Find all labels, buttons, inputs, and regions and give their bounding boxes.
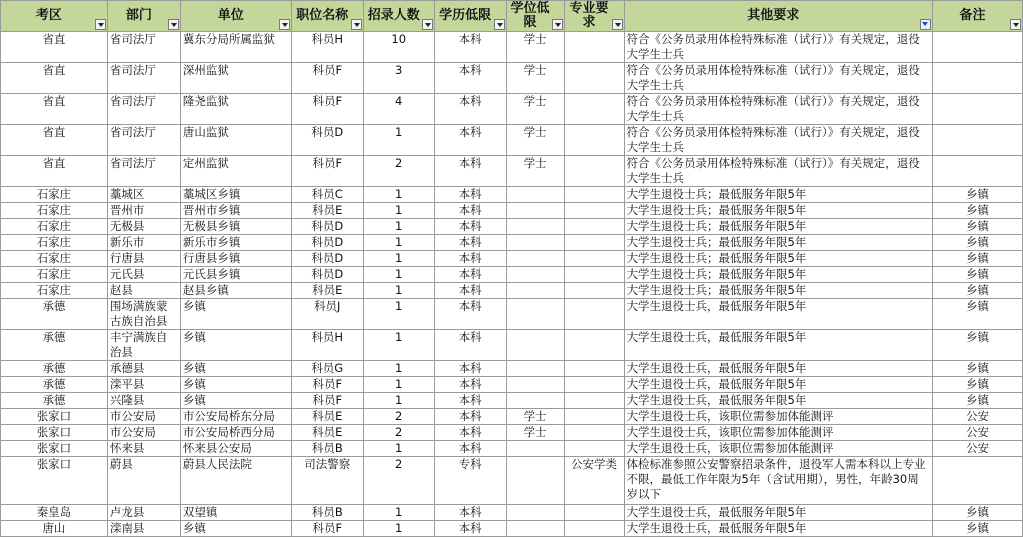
filter-dropdown-icon[interactable] (279, 19, 290, 30)
table-cell[interactable]: 符合《公务员录用体检特殊标准（试行）》有关规定，退役大学生士兵 (624, 63, 933, 94)
table-cell[interactable]: 本科 (434, 94, 506, 125)
table-cell[interactable]: 大学生退役士兵；最低服务年限5年 (624, 203, 933, 219)
header-cell-danwei: 单位 (180, 1, 291, 32)
table-cell[interactable] (506, 330, 564, 361)
table-cell[interactable]: 1 (363, 219, 434, 235)
table-cell[interactable]: 科员C (291, 187, 363, 203)
table-cell[interactable]: 1 (363, 251, 434, 267)
table-row (1, 505, 1023, 521)
table-cell[interactable]: 大学生退役士兵；最低服务年限5年 (624, 283, 933, 299)
table-cell[interactable]: 1 (363, 393, 434, 409)
table-cell[interactable] (564, 521, 624, 537)
table-cell[interactable] (564, 63, 624, 94)
table-cell[interactable]: 大学生退役士兵；最低服务年限5年 (624, 267, 933, 283)
table-cell[interactable]: 科员G (291, 361, 363, 377)
filter-dropdown-icon[interactable] (168, 19, 179, 30)
table-cell[interactable]: 省直 (1, 125, 108, 156)
table-cell[interactable]: 蔚县 (107, 457, 180, 505)
table-cell[interactable]: 公安 (933, 425, 1023, 441)
table-cell[interactable]: 晋州市 (107, 203, 180, 219)
table-cell[interactable] (933, 156, 1023, 187)
filter-dropdown-icon[interactable] (552, 19, 563, 30)
table-cell[interactable]: 赵县 (107, 283, 180, 299)
table-cell[interactable]: 科员F (291, 521, 363, 537)
table-cell[interactable]: 承德 (1, 393, 108, 409)
table-cell[interactable] (564, 377, 624, 393)
table-cell[interactable]: 2 (363, 457, 434, 505)
table-cell[interactable]: 省直 (1, 32, 108, 63)
filter-dropdown-icon[interactable] (494, 19, 505, 30)
table-cell[interactable]: 科员D (291, 125, 363, 156)
table-cell[interactable]: 乡镇 (180, 299, 291, 330)
table-cell[interactable]: 唐山监狱 (180, 125, 291, 156)
table-cell[interactable]: 本科 (434, 63, 506, 94)
table-cell[interactable] (506, 441, 564, 457)
table-cell[interactable]: 承德 (1, 377, 108, 393)
table-cell[interactable]: 市公安局桥东分局 (180, 409, 291, 425)
table-cell[interactable]: 科员D (291, 219, 363, 235)
table-cell[interactable]: 张家口 (1, 425, 108, 441)
table-cell[interactable]: 市公安局桥西分局 (180, 425, 291, 441)
table-cell[interactable] (564, 219, 624, 235)
table-cell[interactable]: 乡镇 (933, 251, 1023, 267)
header-cell-position: 职位名称 (291, 1, 363, 32)
table-row (1, 299, 1023, 330)
table-cell[interactable]: 大学生退役士兵，最低服务年限5年 (624, 330, 933, 361)
table-row (1, 457, 1023, 505)
table-row (1, 409, 1023, 425)
table-cell[interactable]: 乡镇 (180, 330, 291, 361)
table-cell[interactable]: 学士 (506, 94, 564, 125)
table-cell[interactable]: 蔚县人民法院 (180, 457, 291, 505)
table-cell[interactable]: 新乐市乡镇 (180, 235, 291, 251)
table-cell[interactable] (564, 393, 624, 409)
table-row (1, 361, 1023, 377)
table-cell[interactable]: 深州监狱 (180, 63, 291, 94)
table-cell[interactable] (564, 187, 624, 203)
table-cell[interactable]: 大学生退役士兵，最低服务年限5年 (624, 361, 933, 377)
table-cell[interactable]: 石家庄 (1, 187, 108, 203)
table-cell[interactable]: 乡镇 (933, 203, 1023, 219)
table-row (1, 203, 1023, 219)
table-cell[interactable]: 10 (363, 32, 434, 63)
table-cell[interactable] (506, 219, 564, 235)
table-cell[interactable]: 怀来县 (107, 441, 180, 457)
table-cell[interactable]: 1 (363, 187, 434, 203)
table-row (1, 187, 1023, 203)
table-cell[interactable]: 石家庄 (1, 219, 108, 235)
table-cell[interactable]: 1 (363, 283, 434, 299)
table-cell[interactable]: 本科 (434, 409, 506, 425)
table-cell[interactable]: 科员F (291, 377, 363, 393)
table-cell[interactable] (564, 94, 624, 125)
table-cell[interactable]: 1 (363, 505, 434, 521)
table-cell[interactable]: 卢龙县 (107, 505, 180, 521)
table-cell[interactable]: 科员D (291, 235, 363, 251)
table-cell[interactable]: 科员D (291, 251, 363, 267)
table-cell[interactable] (506, 393, 564, 409)
table-cell[interactable] (933, 32, 1023, 63)
table-cell[interactable] (506, 187, 564, 203)
table-row (1, 32, 1023, 63)
table-cell[interactable]: 石家庄 (1, 283, 108, 299)
table-cell[interactable]: 乡镇 (933, 377, 1023, 393)
table-row (1, 521, 1023, 537)
table-cell[interactable]: 张家口 (1, 457, 108, 505)
header-cell-education: 学历低限 (434, 1, 506, 32)
table-cell[interactable] (564, 409, 624, 425)
table-cell[interactable]: 省司法厅 (107, 156, 180, 187)
table-cell[interactable]: 隆尧监狱 (180, 94, 291, 125)
table-row (1, 283, 1023, 299)
table-cell[interactable]: 大学生退役士兵；最低服务年限5年 (624, 187, 933, 203)
table-cell[interactable]: 学士 (506, 32, 564, 63)
table-cell[interactable]: 承德县 (107, 361, 180, 377)
table-cell[interactable]: 大学生退役士兵；最低服务年限5年 (624, 251, 933, 267)
header-cell-bumen: 部门 (107, 1, 180, 32)
table-cell[interactable]: 科员H (291, 32, 363, 63)
table-cell[interactable]: 承德 (1, 330, 108, 361)
table-cell[interactable] (506, 299, 564, 330)
table-cell[interactable]: 符合《公务员录用体检特殊标准（试行）》有关规定，退役大学生士兵 (624, 125, 933, 156)
table-cell[interactable]: 1 (363, 235, 434, 251)
table-cell[interactable]: 乡镇 (933, 267, 1023, 283)
header-cell-count: 招录人数 (363, 1, 434, 32)
table-cell[interactable] (564, 361, 624, 377)
table-body (1, 32, 1023, 537)
table-cell[interactable]: 省直 (1, 63, 108, 94)
table-cell[interactable]: 学士 (506, 63, 564, 94)
table-row (1, 156, 1023, 187)
table-cell[interactable] (564, 283, 624, 299)
table-cell[interactable]: 行唐县乡镇 (180, 251, 291, 267)
table-cell[interactable]: 张家口 (1, 409, 108, 425)
table-cell[interactable]: 乡镇 (933, 521, 1023, 537)
table-cell[interactable]: 科员E (291, 283, 363, 299)
header-cell-remark: 备注 (933, 1, 1023, 32)
table-cell[interactable] (564, 156, 624, 187)
table-cell[interactable]: 大学生退役士兵，该职位需参加体能测评 (624, 441, 933, 457)
table-row (1, 330, 1023, 361)
table-cell[interactable]: 公安 (933, 409, 1023, 425)
table-cell[interactable]: 滦平县 (107, 377, 180, 393)
table-cell[interactable]: 本科 (434, 203, 506, 219)
table-row (1, 94, 1023, 125)
table-cell[interactable] (564, 32, 624, 63)
table-cell[interactable]: 乡镇 (933, 235, 1023, 251)
table-cell[interactable]: 2 (363, 156, 434, 187)
table-cell[interactable]: 科员E (291, 425, 363, 441)
table-cell[interactable]: 体检标准参照公安警察招录条件，退役军人需本科以上专业不限，最低工作年限为5年（含试用期），男性，年龄30周岁以下 (624, 457, 933, 505)
header-cell-degree: 学位低限 (506, 1, 564, 32)
table-cell[interactable] (506, 505, 564, 521)
table-cell[interactable]: 省司法厅 (107, 63, 180, 94)
table-cell[interactable]: 乡镇 (180, 361, 291, 377)
table-cell[interactable]: 科员E (291, 203, 363, 219)
filter-dropdown-icon[interactable] (422, 19, 433, 30)
table-cell[interactable] (506, 251, 564, 267)
table-cell[interactable]: 学士 (506, 409, 564, 425)
table-cell[interactable]: 藁城区乡镇 (180, 187, 291, 203)
table-cell[interactable]: 承德 (1, 299, 108, 330)
table-cell[interactable]: 定州监狱 (180, 156, 291, 187)
table-cell[interactable]: 学士 (506, 125, 564, 156)
table-cell[interactable]: 石家庄 (1, 203, 108, 219)
filter-dropdown-icon[interactable] (1010, 19, 1021, 30)
table-cell[interactable]: 2 (363, 409, 434, 425)
table-cell[interactable]: 张家口 (1, 441, 108, 457)
table-cell[interactable]: 乡镇 (933, 361, 1023, 377)
table-cell[interactable] (933, 63, 1023, 94)
table-cell[interactable]: 乡镇 (933, 505, 1023, 521)
table-cell[interactable]: 本科 (434, 505, 506, 521)
table-row (1, 63, 1023, 94)
table-cell[interactable]: 本科 (434, 125, 506, 156)
table-row (1, 219, 1023, 235)
table-cell[interactable]: 司法警察 (291, 457, 363, 505)
table-cell[interactable]: 石家庄 (1, 235, 108, 251)
table-cell[interactable]: 公安 (933, 441, 1023, 457)
table-cell[interactable] (564, 441, 624, 457)
table-cell[interactable]: 省司法厅 (107, 94, 180, 125)
table-cell[interactable]: 本科 (434, 441, 506, 457)
table-row (1, 377, 1023, 393)
table-cell[interactable]: 赵县乡镇 (180, 283, 291, 299)
table-cell[interactable] (506, 457, 564, 505)
table-cell[interactable]: 大学生退役士兵；最低服务年限5年 (624, 235, 933, 251)
table-cell[interactable]: 晋州市乡镇 (180, 203, 291, 219)
table-cell[interactable]: 本科 (434, 32, 506, 63)
table-cell[interactable]: 科员F (291, 63, 363, 94)
table-cell[interactable]: 本科 (434, 251, 506, 267)
table-cell[interactable]: 秦皇岛 (1, 505, 108, 521)
table-cell[interactable]: 科员J (291, 299, 363, 330)
table-cell[interactable]: 1 (363, 330, 434, 361)
table-cell[interactable]: 石家庄 (1, 251, 108, 267)
filter-dropdown-icon[interactable] (95, 19, 106, 30)
table-cell[interactable]: 大学生退役士兵，最低服务年限5年 (624, 521, 933, 537)
table-cell[interactable]: 大学生退役士兵，最低服务年限5年 (624, 505, 933, 521)
table-cell[interactable]: 本科 (434, 425, 506, 441)
table-cell[interactable]: 本科 (434, 267, 506, 283)
table-cell[interactable]: 科员F (291, 156, 363, 187)
table-cell[interactable]: 公安学类 (564, 457, 624, 505)
table-cell[interactable]: 本科 (434, 235, 506, 251)
table-cell[interactable]: 市公安局 (107, 409, 180, 425)
table-cell[interactable]: 本科 (434, 283, 506, 299)
table-cell[interactable]: 1 (363, 267, 434, 283)
table-cell[interactable] (506, 521, 564, 537)
table-cell[interactable]: 乡镇 (180, 393, 291, 409)
table-cell[interactable] (564, 125, 624, 156)
table-cell[interactable]: 乡镇 (933, 299, 1023, 330)
table-cell[interactable] (564, 505, 624, 521)
table-cell[interactable]: 藁城区 (107, 187, 180, 203)
table-cell[interactable]: 承德 (1, 361, 108, 377)
table-cell[interactable]: 1 (363, 203, 434, 219)
table-cell[interactable]: 本科 (434, 299, 506, 330)
table-cell[interactable]: 本科 (434, 187, 506, 203)
table-cell[interactable]: 科员D (291, 267, 363, 283)
table-cell[interactable]: 乡镇 (933, 187, 1023, 203)
table-cell[interactable] (564, 251, 624, 267)
table-row (1, 235, 1023, 251)
table-cell[interactable] (506, 203, 564, 219)
header-cell-major: 专业要求 (564, 1, 624, 32)
table-cell[interactable]: 学士 (506, 156, 564, 187)
table-cell[interactable] (564, 299, 624, 330)
table-cell[interactable]: 本科 (434, 521, 506, 537)
table-cell[interactable]: 1 (363, 299, 434, 330)
table-cell[interactable]: 无极县 (107, 219, 180, 235)
table-cell[interactable] (506, 283, 564, 299)
table-cell[interactable] (933, 457, 1023, 505)
table-cell[interactable]: 科员B (291, 441, 363, 457)
table-cell[interactable]: 符合《公务员录用体检特殊标准（试行）》有关规定，退役大学生士兵 (624, 94, 933, 125)
table-row (1, 441, 1023, 457)
table-cell[interactable]: 乡镇 (180, 377, 291, 393)
table-cell[interactable]: 乡镇 (933, 330, 1023, 361)
table-cell[interactable]: 石家庄 (1, 267, 108, 283)
table-cell[interactable]: 省司法厅 (107, 125, 180, 156)
table-cell[interactable]: 元氏县 (107, 267, 180, 283)
table-cell[interactable]: 本科 (434, 393, 506, 409)
table-cell[interactable]: 符合《公务员录用体检特殊标准（试行）》有关规定，退役大学生士兵 (624, 156, 933, 187)
table-cell[interactable]: 本科 (434, 219, 506, 235)
table-cell[interactable]: 省直 (1, 156, 108, 187)
table-cell[interactable]: 科员F (291, 393, 363, 409)
filter-dropdown-icon[interactable] (351, 19, 362, 30)
table-cell[interactable]: 本科 (434, 361, 506, 377)
table-row (1, 425, 1023, 441)
table-cell[interactable]: 1 (363, 521, 434, 537)
table-row (1, 393, 1023, 409)
table-cell[interactable]: 科员F (291, 94, 363, 125)
table-cell[interactable] (933, 125, 1023, 156)
table-cell[interactable]: 丰宁满族自治县 (107, 330, 180, 361)
table-cell[interactable]: 乡镇 (180, 521, 291, 537)
header-cell-other: 其他要求 (624, 1, 933, 32)
table-cell[interactable]: 大学生退役士兵，最低服务年限5年 (624, 393, 933, 409)
table-cell[interactable] (564, 235, 624, 251)
table-cell[interactable]: 怀来县公安局 (180, 441, 291, 457)
table-cell[interactable]: 围场满族蒙古族自治县 (107, 299, 180, 330)
table-cell[interactable]: 本科 (434, 156, 506, 187)
table-cell[interactable] (564, 267, 624, 283)
table-cell[interactable]: 双望镇 (180, 505, 291, 521)
table-cell[interactable]: 本科 (434, 377, 506, 393)
table-cell[interactable]: 本科 (434, 330, 506, 361)
table-cell[interactable]: 学士 (506, 425, 564, 441)
table-cell[interactable]: 乡镇 (933, 393, 1023, 409)
table-cell[interactable]: 3 (363, 63, 434, 94)
table-cell[interactable] (933, 94, 1023, 125)
table-cell[interactable]: 1 (363, 441, 434, 457)
table-row (1, 251, 1023, 267)
table-cell[interactable]: 4 (363, 94, 434, 125)
table-row (1, 267, 1023, 283)
table-cell[interactable]: 科员H (291, 330, 363, 361)
header-cell-kaoqu: 考区 (1, 1, 108, 32)
table-cell[interactable]: 兴隆县 (107, 393, 180, 409)
table-cell[interactable] (506, 361, 564, 377)
table-cell[interactable]: 冀东分局所属监狱 (180, 32, 291, 63)
table-cell[interactable]: 1 (363, 361, 434, 377)
table-cell[interactable]: 乡镇 (933, 219, 1023, 235)
table-cell[interactable]: 科员B (291, 505, 363, 521)
table-cell[interactable]: 行唐县 (107, 251, 180, 267)
table-cell[interactable] (564, 425, 624, 441)
table-cell[interactable]: 省直 (1, 94, 108, 125)
table-cell[interactable]: 大学生退役士兵，最低服务年限5年 (624, 299, 933, 330)
header-row (1, 1, 1023, 32)
table-cell[interactable]: 大学生退役士兵，最低服务年限5年 (624, 377, 933, 393)
table-cell[interactable] (564, 203, 624, 219)
table-cell[interactable]: 2 (363, 425, 434, 441)
table-cell[interactable]: 专科 (434, 457, 506, 505)
table-cell[interactable] (506, 235, 564, 251)
table-cell[interactable]: 无极县乡镇 (180, 219, 291, 235)
table-cell[interactable] (564, 330, 624, 361)
filter-dropdown-icon[interactable] (612, 19, 623, 30)
table-row (1, 125, 1023, 156)
table-cell[interactable]: 新乐市 (107, 235, 180, 251)
table-cell[interactable]: 大学生退役士兵；最低服务年限5年 (624, 219, 933, 235)
table-cell[interactable] (506, 377, 564, 393)
table-cell[interactable]: 1 (363, 377, 434, 393)
table-cell[interactable]: 1 (363, 125, 434, 156)
table-cell[interactable]: 符合《公务员录用体检特殊标准（试行）》有关规定，退役大学生士兵 (624, 32, 933, 63)
table-cell[interactable]: 元氏县乡镇 (180, 267, 291, 283)
table-cell[interactable] (506, 267, 564, 283)
table-cell[interactable]: 市公安局 (107, 425, 180, 441)
table-cell[interactable]: 省司法厅 (107, 32, 180, 63)
table-cell[interactable]: 乡镇 (933, 283, 1023, 299)
table-cell[interactable]: 大学生退役士兵，该职位需参加体能测评 (624, 409, 933, 425)
table-cell[interactable]: 唐山 (1, 521, 108, 537)
table-cell[interactable]: 大学生退役士兵，该职位需参加体能测评 (624, 425, 933, 441)
table-cell[interactable]: 滦南县 (107, 521, 180, 537)
table-cell[interactable]: 科员E (291, 409, 363, 425)
filter-active-icon[interactable] (920, 19, 931, 30)
